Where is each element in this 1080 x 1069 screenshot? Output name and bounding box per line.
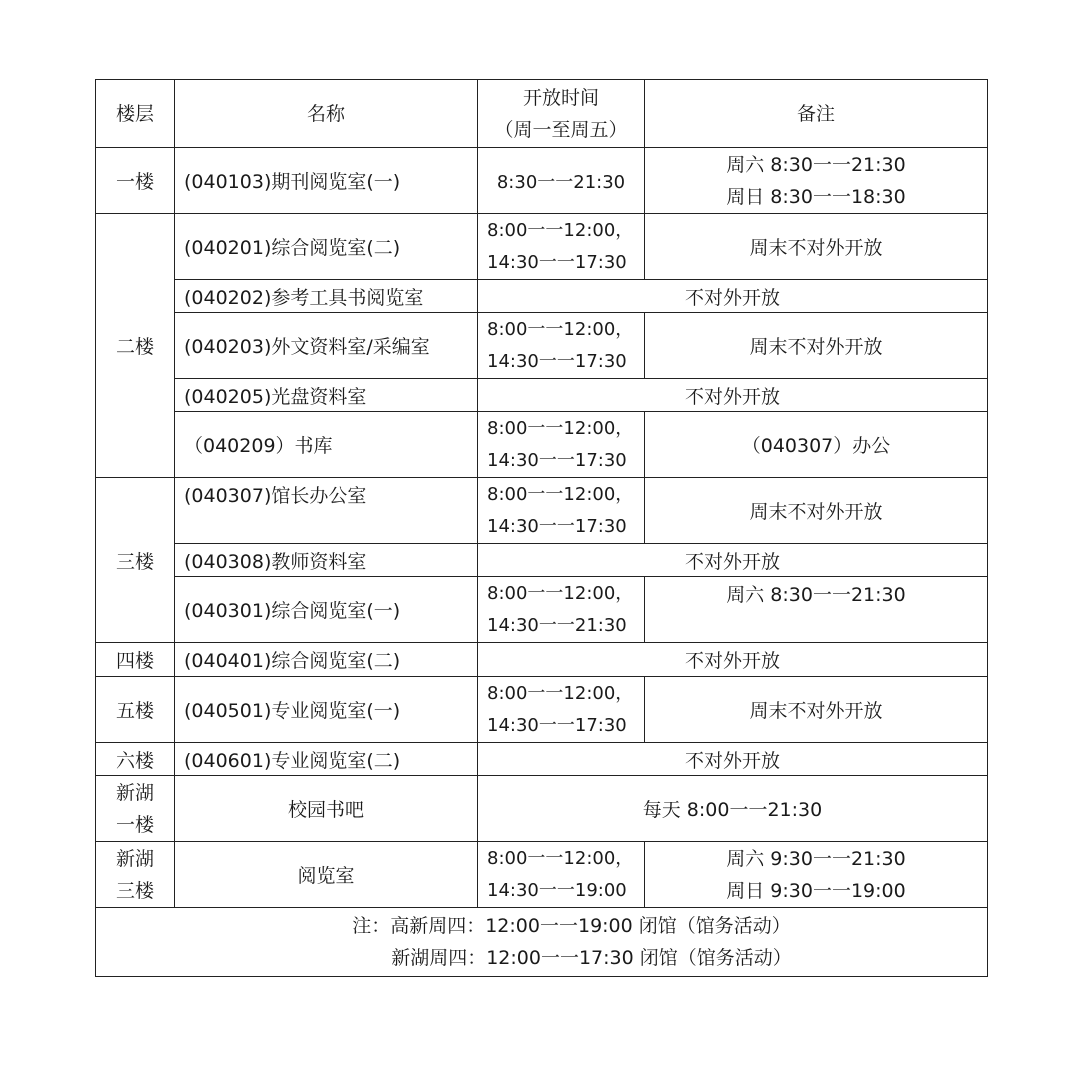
open-time-morning: 8:00一一12:00， [487,847,634,869]
merged-status: 不对外开放 [478,280,988,313]
table-row [96,643,988,677]
open-time-morning: 8:00一一12:00， [487,318,634,340]
room-name: (040501)专业阅览室(一) [175,677,478,743]
remark [645,148,988,214]
table-row [96,379,988,412]
table-row [96,677,988,743]
notes-row [96,908,988,977]
remark: （040307）办公 [645,412,988,478]
room-name: (040308)教师资料室 [175,544,478,577]
table-row [96,842,988,908]
floor-cell [96,776,175,842]
room-name: (040601)专业阅览室(二) [175,743,478,776]
open-time-morning: 8:00一一12:00， [487,582,634,604]
header-open-time [478,80,645,148]
open-time-morning: 8:00一一12:00， [487,483,634,505]
floor-campus: 新湖 [115,781,154,804]
open-time [478,214,645,280]
header-open-time-label: 开放时间 [522,86,599,109]
open-time: 8:30一一21:30 [478,148,645,214]
merged-status: 每天 8:00一一21:30 [478,776,988,842]
room-name: (040301)综合阅览室(一) [175,577,478,643]
room-name: (040103)期刊阅览室(一) [175,148,478,214]
floor-cell: 一楼 [96,148,175,214]
open-time-afternoon: 14:30一一21:30 [487,614,627,636]
room-name: (040202)参考工具书阅览室 [175,280,478,313]
remark: 周末不对外开放 [645,313,988,379]
remark-saturday: 周六 9:30一一21:30 [726,847,906,870]
remark: 周六 8:30一一21:30 [645,577,988,643]
room-name: (040205)光盘资料室 [175,379,478,412]
floor-campus: 新湖 [115,847,154,870]
note-gaoxin: 注：高新周四：12:00一一19:00 闭馆（馆务活动） [352,915,791,937]
open-time [478,677,645,743]
remark-saturday: 周六 8:30一一21:30 [726,153,906,176]
header-row [96,80,988,148]
open-time-afternoon: 14:30一一17:30 [487,714,627,736]
open-time-morning: 8:00一一12:00， [487,219,634,241]
floor-level: 一楼 [115,813,154,836]
merged-status: 不对外开放 [478,743,988,776]
opening-hours-table [95,79,988,977]
table-row [96,148,988,214]
room-name: (040201)综合阅览室(二) [175,214,478,280]
table-row [96,313,988,379]
room-name: （040209）书库 [175,412,478,478]
floor-cell: 六楼 [96,743,175,776]
merged-status: 不对外开放 [478,643,988,677]
open-time-morning: 8:00一一12:00， [487,682,634,704]
room-name: (040203)外文资料室/采编室 [175,313,478,379]
open-time-afternoon: 14:30一一17:30 [487,449,627,471]
table-row [96,577,988,643]
header-floor: 楼层 [96,80,175,148]
table-row [96,776,988,842]
room-name: 阅览室 [175,842,478,908]
table-row [96,743,988,776]
table-row [96,280,988,313]
floor-level: 三楼 [115,879,154,902]
remark: 周末不对外开放 [645,214,988,280]
table-row [96,412,988,478]
open-time [478,412,645,478]
open-time [478,842,645,908]
note-xinhu: 新湖周四：12:00一一17:30 闭馆（馆务活动） [391,947,792,969]
room-name: (040307)馆长办公室 [175,478,478,544]
remark-sunday: 周日 8:30一一18:30 [726,185,906,208]
remark [645,842,988,908]
table-row [96,478,988,544]
open-time [478,577,645,643]
remark-sunday: 周日 9:30一一19:00 [726,879,906,902]
open-time-afternoon: 14:30一一19:00 [487,879,627,901]
merged-status: 不对外开放 [478,379,988,412]
table-row [96,214,988,280]
merged-status: 不对外开放 [478,544,988,577]
header-remark: 备注 [645,80,988,148]
remark: 周末不对外开放 [645,478,988,544]
room-name: 校园书吧 [175,776,478,842]
table-row [96,544,988,577]
header-open-time-weekdays: （周一至周五） [494,118,628,141]
open-time [478,313,645,379]
open-time [478,478,645,544]
floor-cell: 五楼 [96,677,175,743]
header-name: 名称 [175,80,478,148]
remark: 周末不对外开放 [645,677,988,743]
floor-cell [96,842,175,908]
room-name: (040401)综合阅览室(二) [175,643,478,677]
open-time-morning: 8:00一一12:00， [487,417,634,439]
open-time-afternoon: 14:30一一17:30 [487,251,627,273]
floor-cell: 四楼 [96,643,175,677]
open-time-afternoon: 14:30一一17:30 [487,515,627,537]
floor-cell: 二楼 [96,214,175,478]
floor-cell: 三楼 [96,478,175,643]
closing-notes [96,908,988,977]
open-time-afternoon: 14:30一一17:30 [487,350,627,372]
